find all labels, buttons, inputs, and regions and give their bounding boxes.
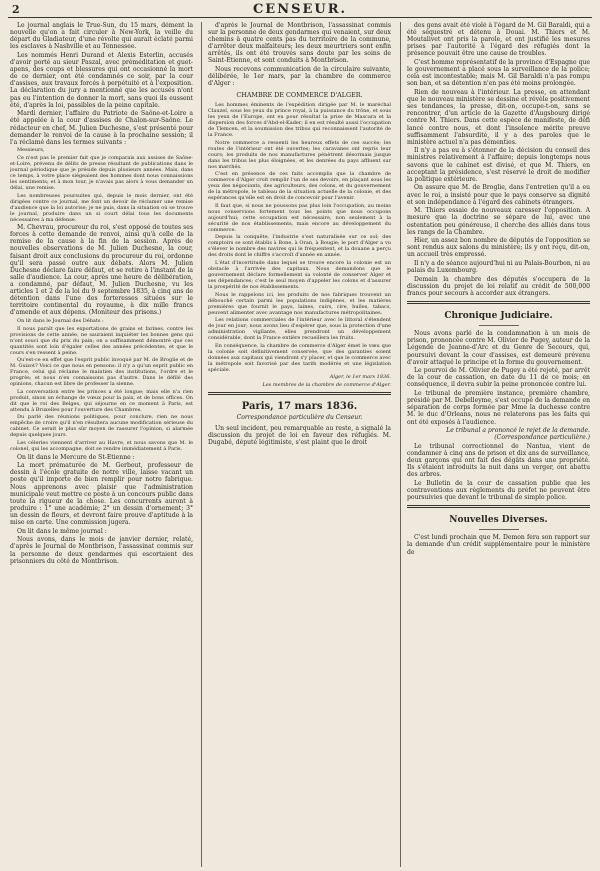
article-paragraph: L'état d'incertitude dans lequel se trouve encore la colonie est un obstacle à l'arrivée des capitaux. Nous demandons que le gouvernement déclare formellement sa volonté de conserver Alger et ses dépendances; c'est le seul moyen d'appeler les colons et d'assurer la prospérité de nos établissements. bbox=[208, 260, 391, 290]
article-paragraph: Mardi dernier, l'affaire du Patriote de Saône-et-Loire a été appelée à la cour d'assises de Chalon-sur-Saône. Le rédacteur en chef, M. Julien Duchesne, s'est présenté pour demander le renvoi de la cause à la prochaine session; il l'a réclamé dans les termes suivants : bbox=[10, 110, 193, 146]
article-paragraph: Les nommés Henri Durand et Alexis Esterlin, accusés d'avoir porté au sieur Paszal, avec préméditation et guet-apens, des coups et blessures qui ont occasionné la mort de ce dernier, ont été condamnés ce soir, par la cour d'assises, aux travaux forcés à perpétuité et à l'exposition. La déclaration du jury a mentionné que les accusés n'ont pas eu l'intention de donner la mort, sans quoi ils eussent été, d'après la loi, passibles de la peine capitale. bbox=[10, 51, 193, 109]
article-paragraph: En conséquence, la chambre de commerce d'Alger émet le vœu que la colonie soit définitivement conservée, que des garanties soient données aux capitaux qui viendront s'y placer, et que le commerce avec la métropole soit favorisé par des tarifs modérés et une législation spéciale. bbox=[208, 342, 391, 373]
dateline-signature: Alger, le 1er mars 1836. bbox=[329, 374, 391, 381]
article-paragraph: M. Chevrau, procureur du roi, s'est opposé de toutes ses forces à cette demande de renvoi, ainsi qu'à celle de la remise de la cause à la fin de la session. Après de nouvelles observations de M. Julien Duchesne, la cour, faisant droit aux conclusions du procureur du roi, ordonne qu'il sera passé outre aux débats. Alors M. Julien Duchesne déclare faire défaut, et se retire à l'instant de la salle d'audience. La cour, après une heure de délibération, a condamné, par défaut, M. Julien Duchesne, vu les articles 1 et 2 de la loi du 9 septembre 1835, à cinq ans de détention dans l'une des forteresses situées sur le territoire continental du royaume, à dix mille francs d'amende et aux dépens. (Moniteur des prisons.) bbox=[10, 224, 193, 317]
article-paragraph: Depuis la conquête, l'industrie s'est naturalisée sur ce sol; des comptoirs se sont établis à Bone, à Oran, à Bougie; le port d'Alger a vu s'élever le nombre des navires qui le fréquentent, et la douane a perçu des droits dont le chiffre s'accroît d'année en année. bbox=[208, 234, 391, 259]
section-heading: CHAMBRE DE COMMERCE D'ALGER. bbox=[236, 91, 363, 100]
column-3 bbox=[407, 22, 590, 867]
article-paragraph: Ce n'est pas le premier fait que je comparais aux assises de Saône-et-Loire, prévenu de délits de presse résultant de publications dans le journal périodique que je préside depuis plusieurs années. Mais, dans ce temps, à votre place siégeaient des hommes dont nous connaissions les sentiments; et à mon tour, je n'avais pas alors à vous demander un délai, une remise. bbox=[10, 154, 193, 191]
chronique-judiciaire-heading: Chronique Judiciaire. bbox=[444, 311, 553, 322]
article-paragraph: Hier, un assez bon nombre de députés de l'opposition se sont rendus aux salons du ministère; ils y ont reçu, dit-on, un accueil très empressé. bbox=[407, 237, 590, 259]
article-paragraph: Nous le rappelons ici, les produits de nos fabriques trouvent un débouché certain parmi les populations indigènes, et les matières premières que fournit le pays, laines, cuirs, cire, huiles, tabacs, peuvent alimenter avec avantage nos manufactures métropolitaines. bbox=[208, 291, 391, 316]
column-divider bbox=[400, 22, 401, 867]
section-rule bbox=[407, 301, 590, 304]
article-paragraph: Le tribunal correctionnel de Nantua, vient de condamner à cinq ans de prison et dix ans de surveillance, deux garçons qui ont fait des dégâts dans une propriété. Ils s'étaient introduits la nuit dans un verger, ont abattu des arbres. bbox=[407, 443, 590, 479]
article-paragraph: On assure que M. de Broglie, dans l'entretien qu'il a eu avec le roi, a insisté pour que le pays conserve sa dignité et son indépendance à l'égard des cabinets étrangers. bbox=[407, 184, 590, 206]
article-paragraph: Le journal anglais le True-Sun, du 15 mars, dément la nouvelle qu'on a fait circuler à New-York, la veille du départ du Gladiateur, d'une révolte qui aurait éclaté parmi les esclaves à Nashville et au Tennessee. bbox=[10, 22, 193, 51]
page-number: 2 bbox=[12, 3, 20, 16]
article-paragraph: Les nombreuses poursuites qui, depuis le mois dernier, ont été dirigées contre ce journal, me font un devoir de réclamer une remise d'audience que la loi autorise; je ne puis, dans la situation où se trouve le journal, produire dans un si court délai tous les documents nécessaires à ma défense. bbox=[10, 192, 193, 223]
article-paragraph: On lit dans le Journal des Débats : bbox=[17, 317, 104, 324]
article-paragraph: Il nous paraît que les exportations de grains et farines, contre les provisions de cette année, ne sauraient inquiéter les bonnes gens qui n'ont souci que du prix du pain; on a suffisamment démontré que ces quantités sont loin d'égaler celles des années précédentes, et que le cours s'en ressent à peine. bbox=[10, 325, 193, 356]
section-rule bbox=[407, 505, 590, 508]
article-paragraph: Le Bulletin de la cour de cassation publie que les contraventions aux règlements du préfet ne peuvent être poursuivies que devant le tribunal de simple police. bbox=[407, 480, 590, 502]
correspondence-subtitle: Correspondance particulière du Censeur. bbox=[236, 413, 363, 421]
article-paragraph: Du parlé des réunions politiques, pour conclure, rien ne nous empêche de croire qu'il n'en résultera aucune modification sérieuse du cabinet. Ce serait le plus sûr moyen de rassurer l'opinion, si alarmée depuis quelques jours. bbox=[10, 414, 193, 439]
article-paragraph: d'après le Journal de Montbrison, l'assassinat commis sur la personne de deux gendarmes qui venaient, sur deux chemins à quatre cents pas du territoire de la commune, d'arrêter deux malfaiteurs; les deux meurtriers sont enfin arrêtés, ils ont été trouvés sans doute par les soins de Saint-Etienne, et sont conduits à Montbrison. bbox=[208, 22, 391, 65]
article-paragraph: Le tribunal de première instance, première chambre, présidé par M. Debelleyme, s'est occupé de la demande en séparation de corps formée par Mme la duchesse contre M. le duc d'Orleans, nous ne relaterons pas les faits qui ont été exposés à l'audience. bbox=[407, 390, 590, 426]
article-paragraph: Nous avons parlé de la condamnation à un mois de prison, prononcée contre M. Olivier de Pugey, auteur de la Légende de Jeanne-d'Arc et du Genre de Secours, qui, poursuivi devant la cour d'assises, est demeuré prévenu d'avoir attaqué le principe et la forme du gouvernement. bbox=[407, 330, 590, 366]
article-paragraph: Qu'est-ce en effet que l'esprit public invoqué par M. de Broglie et de M. Guizot? Voici ce que nous en pensons: il n'y a qu'un esprit public en France, celui qui réclame le maintien des institutions, l'ordre et le progrès; et nous n'en connaissons pas d'autre. Dans le défilé des opinions, chacun est libre de professer la sienne. bbox=[10, 357, 193, 388]
article-paragraph: Un seul incident, peu remarquable au reste, a signalé la discussion du projet de loi en faveur des réfugiés. M. Dugabé, député légitimiste, s'est plaint que le droit bbox=[208, 424, 391, 446]
column-1 bbox=[10, 22, 193, 867]
signature: Les membres de la chambre de commerce d'Alger. bbox=[262, 381, 391, 388]
article-paragraph: Messieurs, bbox=[17, 147, 45, 154]
columns bbox=[10, 22, 590, 867]
article-paragraph: Rien de nouveau à l'intérieur. La presse, en attendant que le nouveau ministère se dessine et révèle positivement ses tendances, la presse, dit-on, occupe-t-on, sans se rencontrer, d'un article de la Gazette d'Augsbourg dirigé contre M. Thiers. Dans cette espèce de manifeste, de défi lancé contre nous, et dont l'insolence mérite preuve suffisamment l'absurdité, il y a des paroles que le ministère actuel n'a pas démenties. bbox=[407, 89, 590, 146]
article-paragraph: On lit dans le Mercure de St-Etienne : bbox=[17, 453, 135, 461]
article-paragraph: C'est homme représentatif de la province d'Espagne que le gouvernement a placé sous la surveillance de la police; cela est incontestable; mais M. Gil Baraldi n'a pas rompu son ban, et sa détention n'en pas été moins prolongée. bbox=[407, 59, 590, 88]
article-paragraph: La mort prématurée de M. Gerbout, professeur de dessin à l'école gratuite de notre ville, laisse vacant un poste qu'il importe de bien remplir pour notre fabrique. Nous apprenons avec plaisir que l'administration municipale veut mettre ce poste à un concours public dans toute la rigueur de la chose. Les concurrents auront à produire : 1° une académie; 2° un dessin d'ornement; 3° un dessin de fleurs, et devront faire preuve d'aptitude à la mise en carte. Une commission jugera. bbox=[10, 462, 193, 526]
article-paragraph: Il n'y a de séance aujourd'hui ni au Palais-Bourbon, ni au palais du Luxembourg. bbox=[407, 260, 590, 275]
article-paragraph: des gens avait été violé à l'égard de M. Gil Baraldi, qui a été séquestré et détenu à Douai. M. Thiers et M. Moutalivet ont pris la parole, et ont justifié les mesures prises par l'autorité à l'égard des réfugiés dont la présence pouvait être une cause de troubles. bbox=[407, 22, 590, 58]
article-paragraph: Il n'y a pas eu à s'étonner de la décision du conseil des ministres relativement à l'affaire; depuis longtemps nous savons que le cabinet est divisé, et que M. Thiers, en acceptant la présidence, s'est réservé le droit de modifier la politique extérieure. bbox=[407, 147, 590, 183]
heading-separator bbox=[479, 325, 519, 326]
article-paragraph: Il faut que, si nous ne poussons pas plus loin l'occupation, au moins nous conservions fortement tous les points que nous occupons aujourd'hui; cette occupation est nécessaire, non seulement à la sécurité de nos établissements, mais encore au développement du commerce. bbox=[208, 202, 391, 233]
article-paragraph: Les hommes éminents de l'expédition dirigée par M. le maréchal Clauzel, sous les yeux du prince royal, à la puissance du trône, et sous les yeux de l'Europe, ont eu pour résultat la prise de Mascara et la dispersion des forces d'Abd-el-Kader; il en est résulté aussi l'occupation de Tlemcen, et la soumission des tribus qui reconnaissent l'autorité de la France. bbox=[208, 102, 391, 139]
article-paragraph: La conversation entre les princes a été longue; mais elle n'a rien produit, sinon un échange de vœux pour la paix, et de bons offices. On dit que le roi des Belges, qui séjourne en ce moment à Paris, est attendu à Bruxelles pour l'ouverture des Chambres. bbox=[10, 388, 193, 413]
article-paragraph: Les relations commerciales de l'intérieur avec le littoral s'étendent de jour en jour; nous avons lieu d'espérer que, sous la protection d'une administration vigilante, elles prendront un développement considérable, dont la France entière recueillera les fruits. bbox=[208, 317, 391, 342]
article-paragraph: Nous avons, dans le mois de janvier dernier, relaté, d'après le Journal de Montbrison, l'assassinat commis sur la personne de deux gendarmes qui escortaient des prisonniers du côté de Montbrison. bbox=[10, 536, 193, 565]
article-paragraph: Demain la chambre des députés s'occupera de la discussion du projet de loi relatif au crédit de 500,000 francs pour secours à accorder aux étrangers. bbox=[407, 275, 590, 298]
article-paragraph: Notre commerce a ressenti les heureux effets de ces succès; les routes de l'intérieur ont été ouvertes; les caravanes ont repris leur cours; les produits de nos manufactures pénètrent désormais jusque dans les tribus les plus éloignées, et les denrées du pays affluent sur nos marchés. bbox=[208, 139, 391, 170]
masthead-title: CENSEUR. bbox=[252, 2, 348, 17]
page-header bbox=[8, 3, 592, 18]
article-paragraph: Le pourvoi de M. Olivier de Pugey a été rejeté, par arrêt de la cour de cassation, en date du 11 de ce mois; en conséquence, il devra subir la peine prononcée contre lui. bbox=[407, 367, 590, 389]
article-paragraph: Nous recevons communication de la circulaire suivante, délibérée, le 1er mars, par la chambre de commerce d'Alger : bbox=[208, 66, 391, 88]
article-paragraph: On lit dans le même journal : bbox=[17, 527, 107, 535]
paris-dateline: Paris, 17 mars 1836. bbox=[241, 400, 358, 412]
section-rule bbox=[208, 392, 391, 395]
article-paragraph: M. Thiers essaie de nouveaux caresser l'opposition. A mesure que la doctrine se sépare de lui, avec une ostentation peu généreuse, il cherche des alliés dans tous les rangs de la Chambre. bbox=[407, 207, 590, 236]
article-paragraph: Le tribunal a prononcé le rejet de la demande. (Correspondance particulière.) bbox=[446, 427, 590, 442]
column-2 bbox=[208, 22, 391, 867]
article-paragraph: C'est en présence de ces faits accomplis que la chambre de commerce d'Alger croit remplir l'un de ses devoirs, en plaçant sous les yeux des négociants, des agriculteurs, des colons, et du gouvernement de la métropole, le tableau de la situation actuelle de la colonie, et des espérances qu'elle est en droit de concevoir pour l'avenir. bbox=[208, 171, 391, 202]
column-divider bbox=[201, 22, 202, 867]
article-paragraph: C'est lundi prochain que M. Demon fera son rapport sur la demande d'un crédit supplémentaire pour le ministère de bbox=[407, 534, 590, 556]
heading-separator bbox=[479, 529, 519, 530]
article-paragraph: Les céleries viennent d'arriver au Havre, et nous savons que M. le colonel, qui les accompagne, doit se rendre immédiatement à Paris. bbox=[10, 439, 193, 452]
nouvelles-diverses-heading: Nouvelles Diverses. bbox=[449, 515, 548, 526]
